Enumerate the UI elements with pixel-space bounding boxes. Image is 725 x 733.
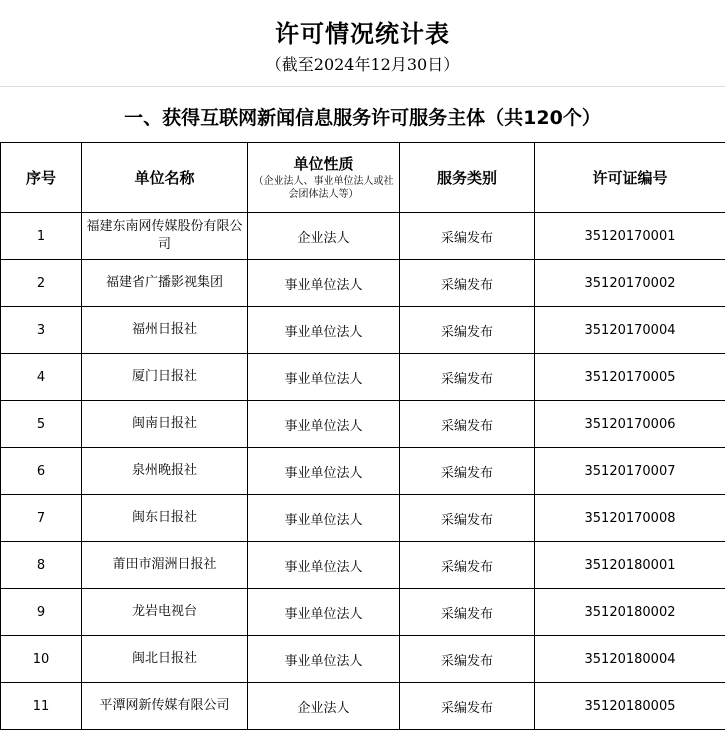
cell-unit-nature: 事业单位法人 [248, 354, 400, 401]
cell-service-type: 采编发布 [400, 495, 535, 542]
cell-service-type: 采编发布 [400, 354, 535, 401]
column-header-nature [248, 143, 400, 213]
cell-license-number: 35120170006 [535, 401, 725, 448]
column-header-license: 许可证编号 [535, 143, 725, 213]
cell-license-number: 35120180004 [535, 636, 725, 683]
page-title: 许可情况统计表 [275, 19, 450, 48]
cell-license-number: 35120170005 [535, 354, 725, 401]
cell-service-type: 采编发布 [400, 401, 535, 448]
cell-service-type: 采编发布 [400, 589, 535, 636]
cell-no: 6 [1, 448, 82, 495]
cell-unit-name: 莆田市湄洲日报社 [82, 542, 248, 589]
cell-no: 2 [1, 260, 82, 307]
cell-service-type: 采编发布 [400, 636, 535, 683]
cell-license-number: 35120180001 [535, 542, 725, 589]
cell-service-type: 采编发布 [400, 542, 535, 589]
cell-license-number: 35120170004 [535, 307, 725, 354]
cell-service-type: 采编发布 [400, 260, 535, 307]
cell-service-type: 采编发布 [400, 448, 535, 495]
license-table [0, 142, 725, 730]
cell-unit-name: 福建省广播影视集团 [82, 260, 248, 307]
cell-license-number: 35120180005 [535, 683, 725, 730]
cell-no: 4 [1, 354, 82, 401]
cell-unit-nature: 事业单位法人 [248, 448, 400, 495]
cell-unit-nature: 企业法人 [248, 213, 400, 260]
cell-unit-nature: 事业单位法人 [248, 495, 400, 542]
table-row [1, 495, 725, 542]
table-row [1, 213, 725, 260]
cell-unit-name: 闽北日报社 [82, 636, 248, 683]
cell-unit-name: 龙岩电视台 [82, 589, 248, 636]
table-row [1, 401, 725, 448]
cell-unit-name: 泉州晚报社 [82, 448, 248, 495]
cell-unit-nature: 企业法人 [248, 683, 400, 730]
cell-unit-nature: 事业单位法人 [248, 589, 400, 636]
column-header-nature-note: （企业法人、事业单位法人或社会团体法人等） [253, 175, 394, 200]
table-row [1, 542, 725, 589]
cell-no: 5 [1, 401, 82, 448]
column-header-name: 单位名称 [82, 143, 248, 213]
cell-unit-name: 福建东南网传媒股份有限公司 [82, 213, 248, 260]
cell-unit-name: 平潭网新传媒有限公司 [82, 683, 248, 730]
cell-no: 3 [1, 307, 82, 354]
cell-license-number: 35120170001 [535, 213, 725, 260]
cell-unit-nature: 事业单位法人 [248, 542, 400, 589]
cell-no: 7 [1, 495, 82, 542]
cell-no: 9 [1, 589, 82, 636]
cell-service-type: 采编发布 [400, 683, 535, 730]
column-header-no: 序号 [1, 143, 82, 213]
cell-unit-nature: 事业单位法人 [248, 401, 400, 448]
page-subtitle-date: （截至2024年12月30日） [265, 55, 460, 74]
table-row [1, 683, 725, 730]
table-row [1, 589, 725, 636]
column-header-nature-label: 单位性质 [293, 154, 354, 173]
cell-unit-name: 闽南日报社 [82, 401, 248, 448]
cell-license-number: 35120180002 [535, 589, 725, 636]
cell-unit-nature: 事业单位法人 [248, 307, 400, 354]
cell-service-type: 采编发布 [400, 307, 535, 354]
cell-no: 8 [1, 542, 82, 589]
column-header-type: 服务类别 [400, 143, 535, 213]
table-row [1, 636, 725, 683]
cell-unit-name: 福州日报社 [82, 307, 248, 354]
cell-unit-name: 闽东日报社 [82, 495, 248, 542]
cell-license-number: 35120170002 [535, 260, 725, 307]
table-row [1, 354, 725, 401]
table-row [1, 448, 725, 495]
table-row [1, 260, 725, 307]
cell-no: 1 [1, 213, 82, 260]
cell-license-number: 35120170008 [535, 495, 725, 542]
title-block [0, 0, 725, 87]
cell-service-type: 采编发布 [400, 213, 535, 260]
table-header-row [1, 143, 725, 213]
cell-unit-nature: 事业单位法人 [248, 260, 400, 307]
cell-license-number: 35120170007 [535, 448, 725, 495]
table-row [1, 307, 725, 354]
cell-unit-nature: 事业单位法人 [248, 636, 400, 683]
section-title: 一、获得互联网新闻信息服务许可服务主体（共120个） [124, 107, 601, 129]
cell-no: 11 [1, 683, 82, 730]
cell-no: 10 [1, 636, 82, 683]
cell-unit-name: 厦门日报社 [82, 354, 248, 401]
